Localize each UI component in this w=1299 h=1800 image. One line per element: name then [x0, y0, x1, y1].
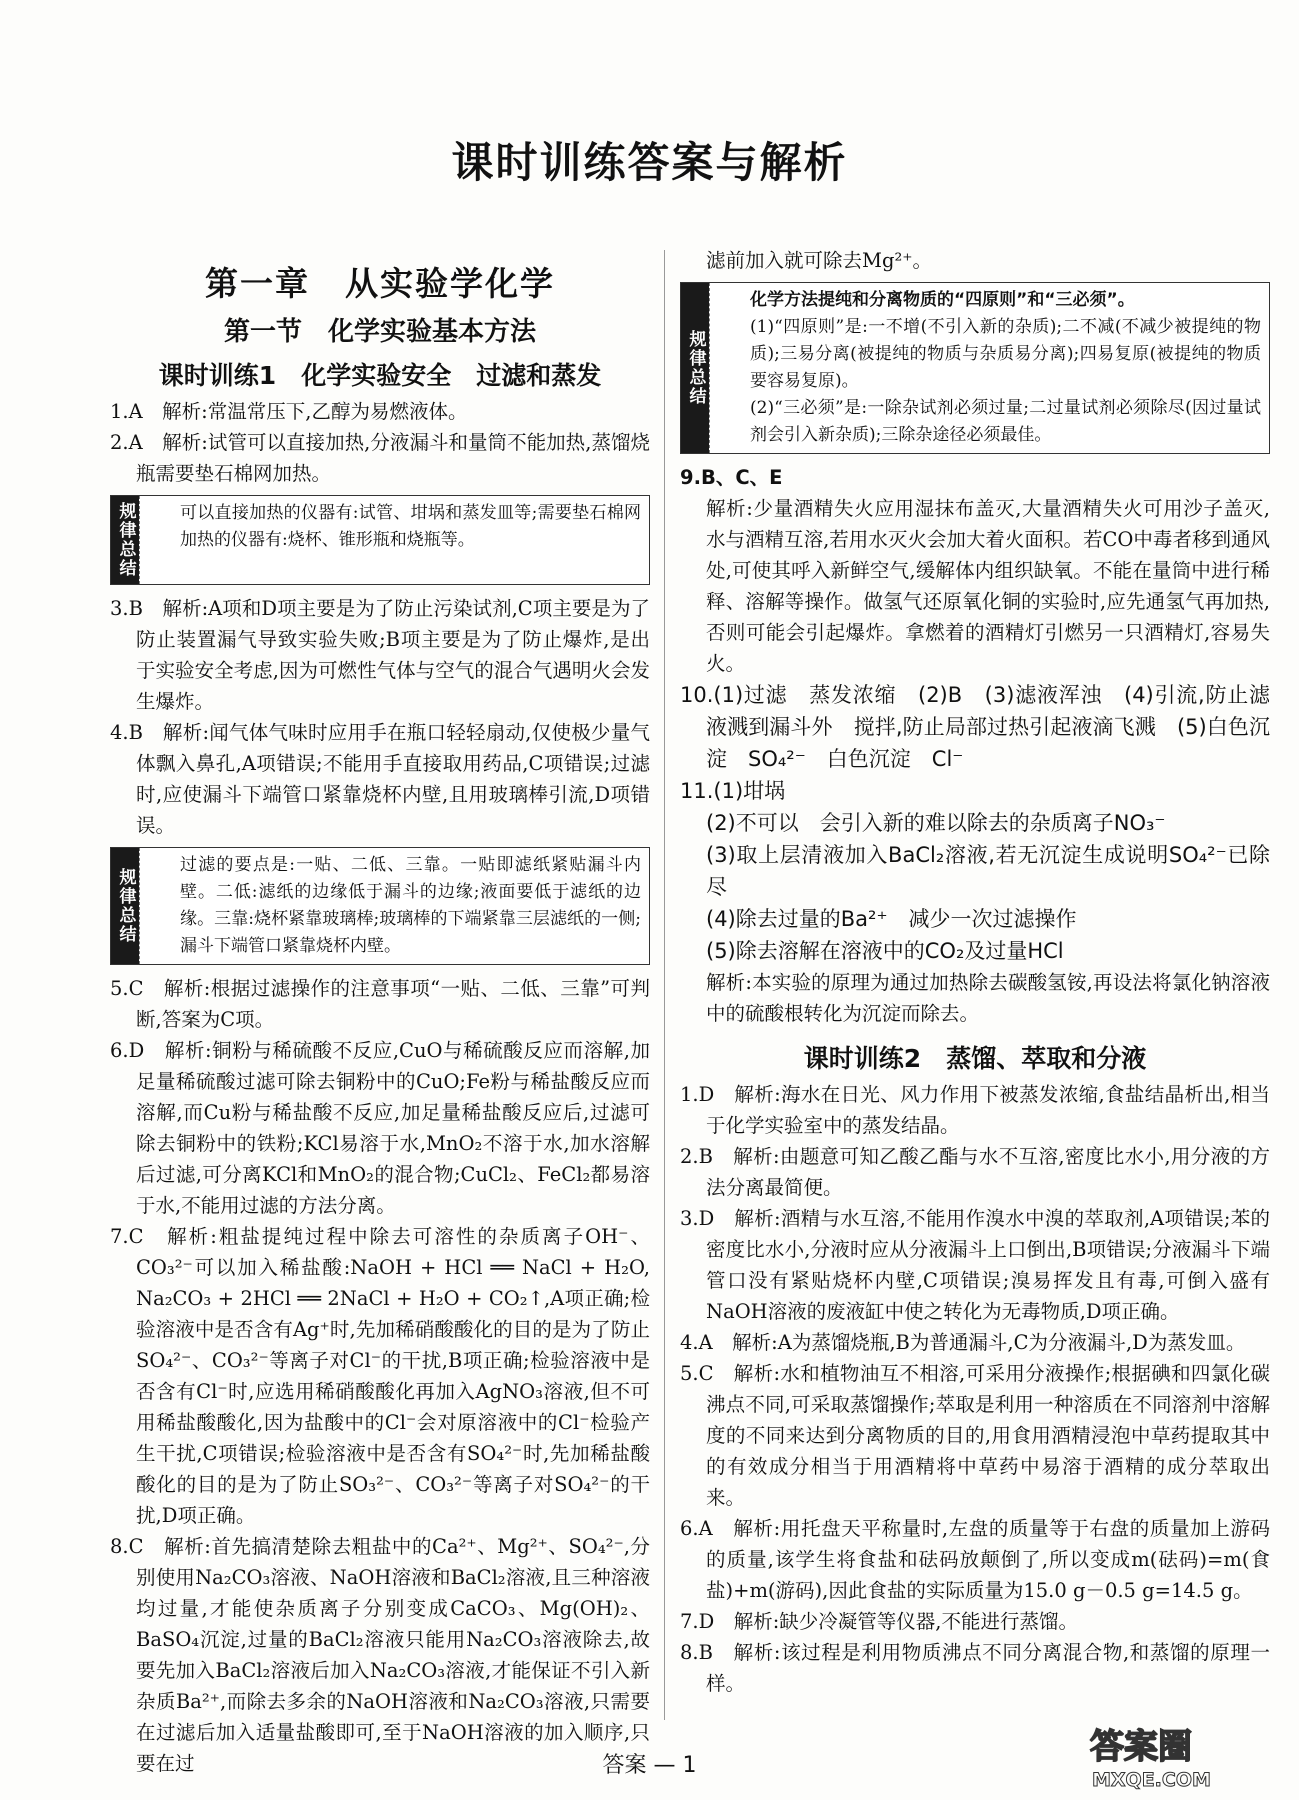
- lesson2-answer-4: 4.A 解析:A为蒸馏烧瓶,B为普通漏斗,C为分液漏斗,D为蒸发皿。: [680, 1331, 1246, 1354]
- answer-11-4: (4)除去过量的Ba²⁺ 减少一次过滤操作: [706, 907, 1077, 931]
- rule-summary-tag: 规律总结: [111, 848, 139, 964]
- lesson2-answer-8: 8.B 解析:该过程是利用物质沸点不同分离混合物,和蒸馏的原理一样。: [680, 1641, 1270, 1695]
- lesson2-answer-2: 2.B 解析:由题意可知乙酸乙酯与水不互溶,密度比水小,用分液的方法分离最简便。: [680, 1145, 1270, 1199]
- left-column: [110, 250, 650, 1779]
- rule-summary-text-1: 可以直接加热的仪器有:试管、坩埚和蒸发皿等;需要垫石棉网加热的仪器有:烧杯、锥形瓶和烧瓶等。: [180, 503, 641, 550]
- answer-2: 2.A 解析:试管可以直接加热,分液漏斗和量筒不能加热,蒸馏烧瓶需要垫石棉网加热。: [110, 431, 650, 485]
- answer-4: 4.B 解析:闻气体气味时应用手在瓶口轻轻扇动,仅使极少量气体飘入鼻孔,A项错误;不能用手直接取用药品,C项错误;过滤时,应使漏斗下端管口紧靠烧杯内壁,且用玻璃棒引流,D项错误。: [110, 721, 650, 837]
- page-number: 答案 — 1: [602, 1753, 697, 1778]
- answer-8-continued: 滤前加入就可除去Mg²⁺。: [706, 249, 933, 272]
- chapter-title: 第一章 从实验学化学: [205, 264, 555, 303]
- lesson2-answer-7: 7.D 解析:缺少冷凝管等仪器,不能进行蒸馏。: [680, 1610, 1079, 1633]
- answer-11-3: (3)取上层清液加入BaCl₂溶液,若无沉淀生成说明SO₄²⁻已除尽: [706, 843, 1270, 899]
- rule-summary-title-3: 化学方法提纯和分离物质的“四原则”和“三必须”。: [750, 290, 1135, 310]
- answer-6: 6.D 解析:铜粉与稀硫酸不反应,CuO与稀硫酸反应而溶解,加足量稀硫酸过滤可除去铜粉中的CuO;Fe粉与稀盐酸反应而溶解,而Cu粉与稀盐酸不反应,加足量稀盐酸反应后,过滤可除去铜粉中的铁粉;KCl易溶于水,MnO₂不溶于水,加水溶解后过滤,可分离KCl和MnO₂的混合物;CuCl₂、FeCl₂都易溶于水,不能用过滤的方法分离。: [110, 1039, 650, 1217]
- rule-summary-box-1: [110, 495, 650, 585]
- rule-summary-text-3b: (2)“三必须”是:一除杂试剂必须过量;二过量试剂必须除尽(因过量试剂会引入新杂质);三除杂途径必须最佳。: [750, 398, 1261, 445]
- lesson2-answer-1: 1.D 解析:海水在日光、风力作用下被蒸发浓缩,食盐结晶析出,相当于化学实验室中的蒸发结晶。: [680, 1083, 1270, 1137]
- answer-9-explanation: 解析:少量酒精失火应用湿抹布盖灭,大量酒精失火可用沙子盖灭,水与酒精互溶,若用水灭火会加大着火面积。若CO中毒者移到通风处,可使其呼入新鲜空气,缓解体内组织缺氧。不能在量筒中进行稀释、溶解等操作。做氢气还原氧化铜的实验时,应先通氢气再加热,否则可能会引起爆炸。拿燃着的酒精灯引燃另一只酒精灯,容易失火。: [706, 497, 1270, 675]
- answer-8: 8.C 解析:首先搞清楚除去粗盐中的Ca²⁺、Mg²⁺、SO₄²⁻,分别使用Na₂CO₃溶液、NaOH溶液和BaCl₂溶液,且三种溶液均过量,才能使杂质离子分别变成CaCO₃、Mg(OH)₂、BaSO₄沉淀,过量的BaCl₂溶液只能用Na₂CO₃溶液除去,故要先加入BaCl₂溶液后加入Na₂CO₃溶液,才能保证不引入新杂质Ba²⁺,而除去多余的NaOH溶液和Na₂CO₃溶液,只需要在过滤后加入适量盐酸即可,至于NaOH溶液的加入顺序,只要在过: [110, 1535, 650, 1775]
- answer-11-1: 11.(1)坩埚: [680, 779, 786, 803]
- watermark-url-text: MXQE.COM: [1092, 1769, 1211, 1791]
- watermark-main-text: 答案圈: [1090, 1727, 1192, 1767]
- rule-summary-text-2: 过滤的要点是:一贴、二低、三靠。一贴即滤纸紧贴漏斗内壁。二低:滤纸的边缘低于漏斗的边缘;液面要低于滤纸的边缘。三靠:烧杯紧靠玻璃棒;玻璃棒的下端紧靠三层滤纸的一侧;漏斗下端管口紧靠烧杯内壁。: [180, 855, 641, 956]
- answer-5: 5.C 解析:根据过滤操作的注意事项“一贴、二低、三靠”可判断,答案为C项。: [110, 977, 650, 1031]
- lesson-1-title: 课时训练1 化学实验安全 过滤和蒸发: [158, 361, 602, 390]
- answer-1: 1.A 解析:常温常压下,乙醇为易燃液体。: [110, 400, 468, 423]
- answer-11-5: (5)除去溶解在溶液中的CO₂及过量HCl: [706, 939, 1064, 963]
- answer-9: 9.B、C、E: [680, 466, 783, 489]
- rule-summary-tag: 规律总结: [111, 496, 139, 584]
- answer-11-2: (2)不可以 会引入新的难以除去的杂质离子NO₃⁻: [706, 811, 1166, 835]
- rule-summary-box-2: [110, 847, 650, 965]
- answer-7: 7.C 解析:粗盐提纯过程中除去可溶性的杂质离子OH⁻、CO₃²⁻可以加入稀盐酸:NaOH + HCl ══ NaCl + H₂O, Na₂CO₃ + 2HCl ══ 2NaCl + H₂O + CO₂↑,A项正确;检验溶液中是否含有Ag⁺时,先加稀硝酸酸化的目的是为了防止SO₄²⁻、CO₃²⁻等离子对Cl⁻的干扰,B项正确;检验溶液中是否含有Cl⁻时,应选用稀硝酸酸化再加入AgNO₃溶液,但不可用稀盐酸酸化,因为盐酸中的Cl⁻会对原溶液中的Cl⁻检验产生干扰,C项错误;检验溶液中是否含有SO₄²⁻时,先加稀盐酸酸化的目的是为了防止SO₃²⁻、CO₃²⁻等离子对SO₄²⁻的干扰,D项正确。: [110, 1225, 650, 1527]
- column-divider: [664, 250, 665, 1720]
- section-title: 第一节 化学实验基本方法: [223, 317, 536, 347]
- answer-10: 10.(1)过滤 蒸发浓缩 (2)B (3)滤液浑浊 (4)引流,防止滤液溅到漏斗外 搅拌,防止局部过热引起液滴飞溅 (5)白色沉淀 SO₄²⁻ 白色沉淀 Cl⁻: [680, 683, 1270, 771]
- page-title: 课时训练答案与解析: [451, 138, 848, 187]
- lesson2-answer-6: 6.A 解析:用托盘天平称量时,左盘的质量等于右盘的质量加上游码的质量,该学生将食盐和砝码放颠倒了,所以变成m(砝码)=m(食盐)+m(游码),因此食盐的实际质量为15.0 g－0.5 g=14.5 g。: [680, 1517, 1270, 1602]
- lesson2-answer-5: 5.C 解析:水和植物油互不相溶,可采用分液操作;根据碘和四氯化碳沸点不同,可采取蒸馏操作;萃取是利用一种溶质在不同溶剂中溶解度的不同来达到分离物质的目的,用食用酒精浸泡中草药提取其中的有效成分相当于用酒精将中草药中易溶于酒精的成分萃取出来。: [680, 1362, 1270, 1509]
- watermark-logo: [1084, 1722, 1259, 1792]
- rule-summary-box-3: [680, 282, 1270, 454]
- answer-11-explanation: 解析:本实验的原理为通过加热除去碳酸氢铵,再设法将氯化钠溶液中的硫酸根转化为沉淀而除去。: [706, 971, 1270, 1025]
- right-column: [680, 245, 1270, 1699]
- rule-summary-tag: 规律总结: [681, 283, 709, 453]
- answer-3: 3.B 解析:A项和D项主要是为了防止污染试剂,C项主要是为了防止装置漏气导致实验失败;B项主要是为了防止爆炸,是出于实验安全考虑,因为可燃性气体与空气的混合气遇明火会发生爆炸。: [110, 597, 650, 713]
- lesson-2-title: 课时训练2 蒸馏、萃取和分液: [803, 1044, 1147, 1073]
- lesson2-answer-3: 3.D 解析:酒精与水互溶,不能用作溴水中溴的萃取剂,A项错误;苯的密度比水小,分液时应从分液漏斗上口倒出,B项错误;分液漏斗下端管口没有紧贴烧杯内壁,C项错误;溴易挥发且有毒,可倒入盛有NaOH溶液的废液缸中使之转化为无毒物质,D项正确。: [680, 1207, 1270, 1323]
- rule-summary-text-3a: (1)“四原则”是:一不增(不引入新的杂质);二不减(不减少被提纯的物质);三易分离(被提纯的物质与杂质易分离);四易复原(被提纯的物质要容易复原)。: [750, 317, 1261, 391]
